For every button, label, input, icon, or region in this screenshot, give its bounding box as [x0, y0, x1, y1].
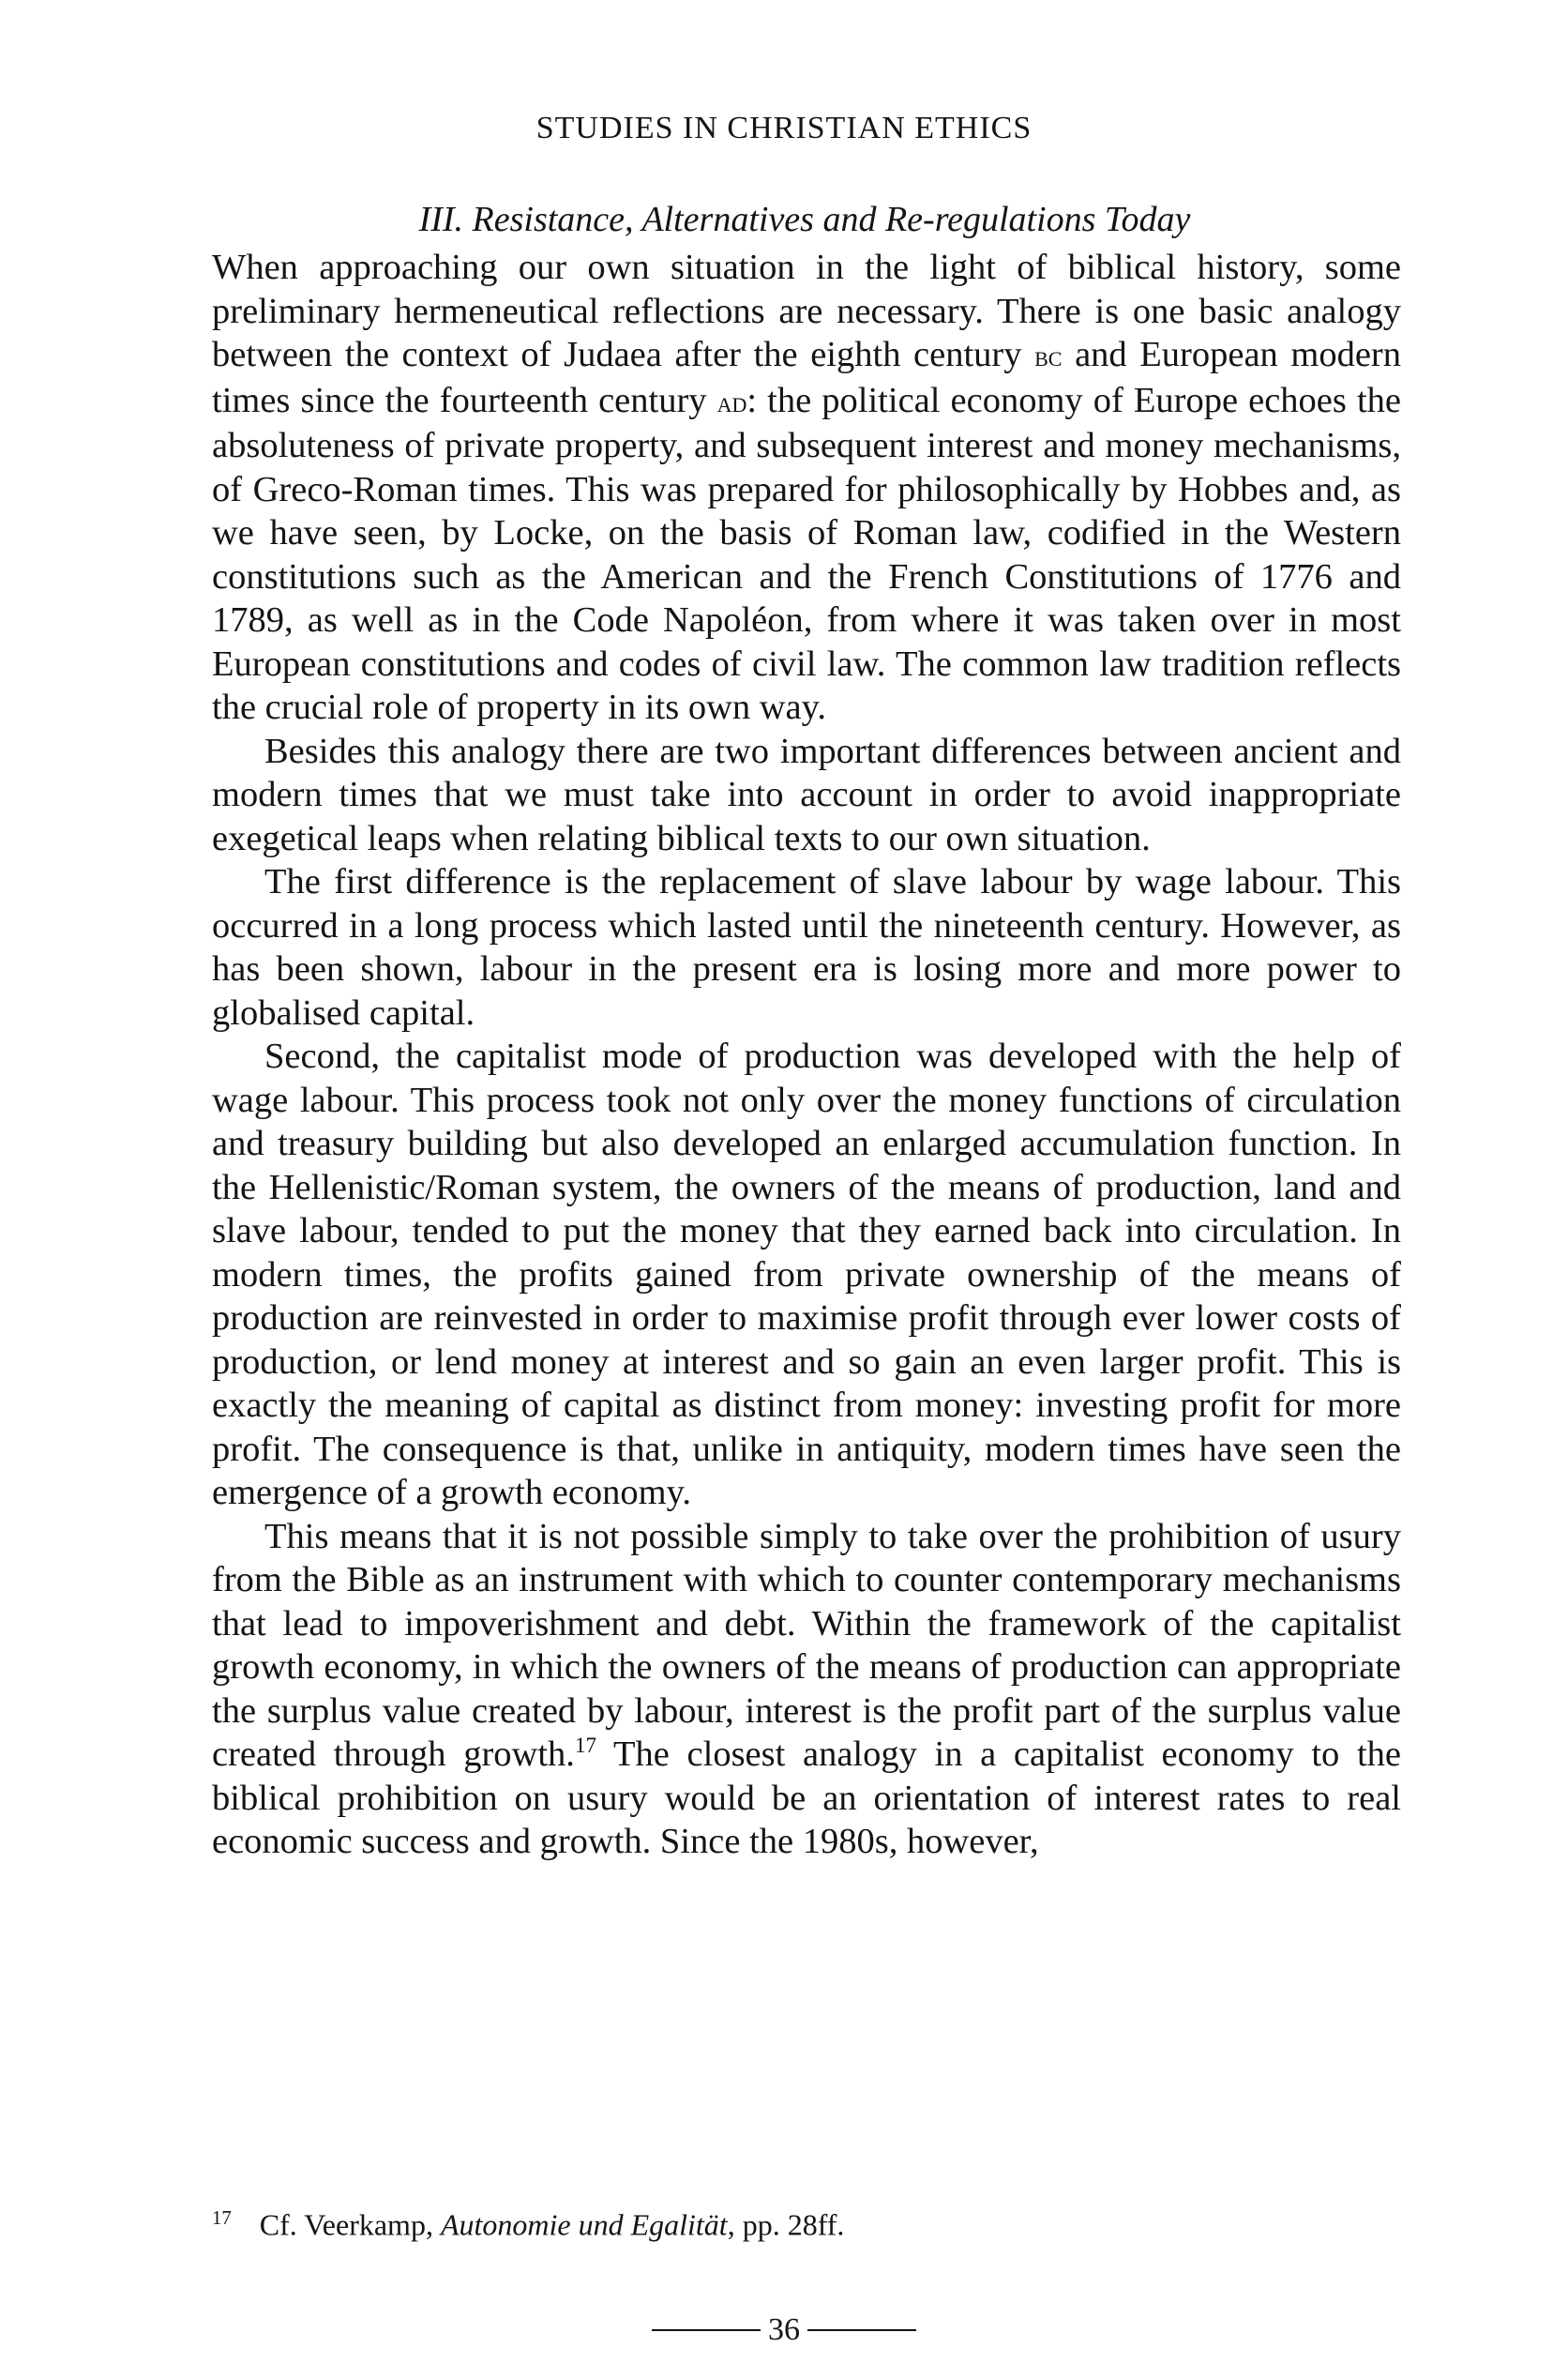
page-footer	[0, 2312, 1568, 2348]
paragraph-5-text-a: This means that it is not possible simply to take over the prohibition of usury from the Bible as an instrument with which to counter contemporary mechanisms that lead to impoverishment and debt. Within the framework of the capitalist growth economy, in which the owners of the means of production can appropriate the surplus value created by labour, interest is the profit part of the surplus value created through growth.	[212, 1516, 1401, 1774]
section-heading	[214, 199, 1395, 240]
paragraph-1	[212, 246, 1401, 730]
footnote-prefix: Cf. Veerkamp,	[259, 2207, 441, 2242]
footnote-title: Autonomie und Egalität	[440, 2207, 728, 2242]
era-abbreviation-ad: ad	[716, 385, 747, 418]
paragraph-5-text-b: The closest analogy in a capitalist economy to the biblical prohibition on usury would be an orientation of interest rates to real economic success and growth. Since the 1980s, however,	[212, 1734, 1402, 1861]
section-number: III.	[418, 200, 464, 239]
footer-rule-right	[807, 2329, 916, 2331]
paragraph-1-text-c: : the political economy of Europe echoes the absoluteness of private property, and subsequent interest and money mechanisms, of Greco-Roman times. This was prepared for philosophically by Hobbes and, as we have seen, by Locke, on the basis of Roman law, codified in the Western constitutions such as the American and the French Constitutions of 1776 and 1789, as well as in the Code Napoléon, from where it was taken over in most European constitutions and codes of civil law. The common law tradition reflects the crucial role of property in its own way.	[212, 380, 1401, 727]
paragraph-4: Second, the capitalist mode of production was developed with the help of wage labour. This process took not only over the money functions of circulation and treasury building but also developed an enlarged accumulation function. In the Hellenistic/Roman system, the owners of the means of production, land and slave labour, tended to put the money that they earned back into circulation. In modern times, the profits gained from private ownership of the means of production are reinvested in order to maximise profit through ever lower costs of production, or lend money at interest and so gain an even larger profit. This is exactly the meaning of capital as distinct from money: investing profit for more profit. The consequence is that, unlike in antiquity, modern times have seen the emergence of a growth economy.	[212, 1037, 1401, 1512]
footnote-number: 17	[212, 2207, 232, 2229]
paragraph-2: Besides this analogy there are two important differences between ancient and modern times that we must take into account in order to avoid inappropriate exegetical leaps when relating biblical texts to our own situation.	[212, 731, 1401, 858]
era-abbreviation-bc: bc	[1034, 340, 1063, 372]
paragraph-1-text-b: and European modern times since the fourteenth century	[212, 335, 1401, 420]
footnote	[212, 2207, 1401, 2243]
footnote-reference: 17	[574, 1733, 597, 1758]
body-text	[212, 246, 1401, 1864]
paragraph-3: The first difference is the replacement of slave labour by wage labour. This occurred in a long process which lasted until the nineteenth century. However, as has been shown, labour in the present era is losing more and more power to globalised capital.	[212, 862, 1401, 1033]
footnote-suffix: , pp. 28ff.	[727, 2207, 845, 2242]
paragraph-5	[212, 1515, 1401, 1864]
page-number: 36	[768, 2312, 800, 2347]
footer-rule-left	[652, 2329, 761, 2331]
section-title: Resistance, Alternatives and Re-regulations Today	[472, 200, 1191, 239]
running-head: STUDIES IN CHRISTIAN ETHICS	[535, 111, 1033, 145]
paragraph-1-text-a: When approaching our own situation in the light of biblical history, some preliminary hermeneutical reflections are necessary. There is one basic analogy between the context of Judaea after the eighth century	[212, 248, 1401, 374]
